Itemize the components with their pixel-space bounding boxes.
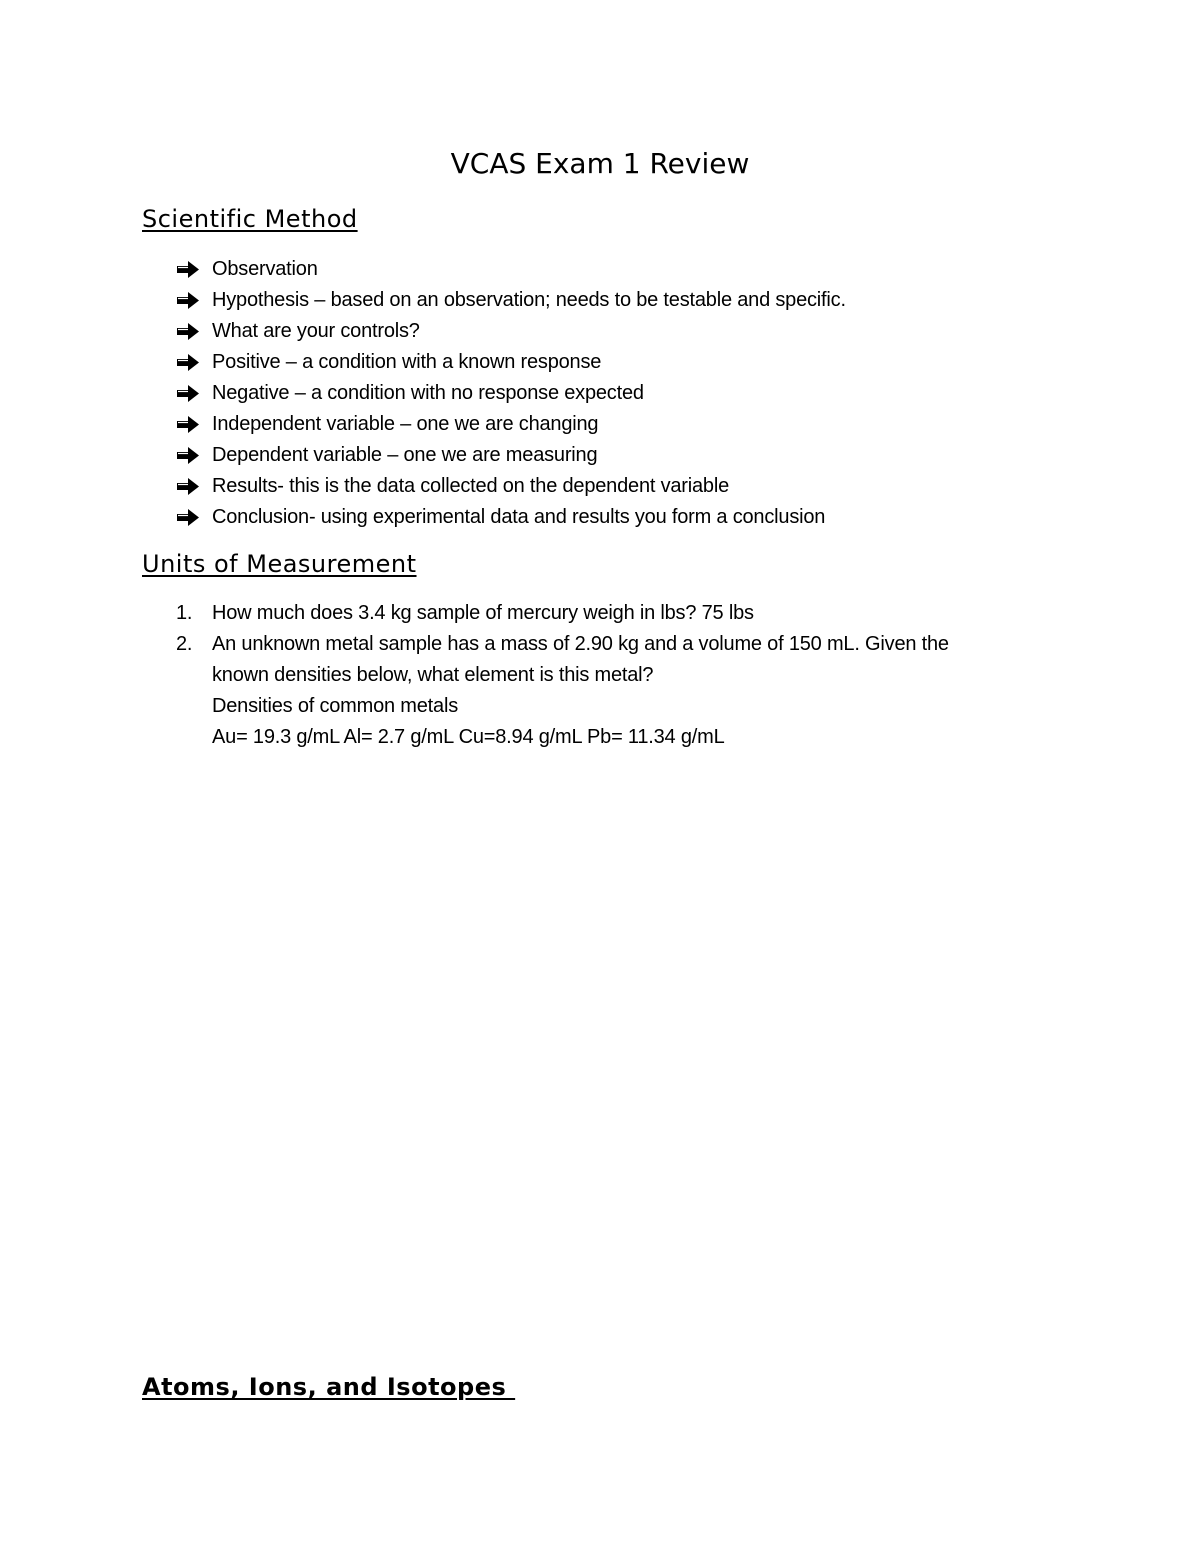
list-item-text: Independent variable – one we are changing bbox=[212, 413, 599, 435]
units-question-list bbox=[176, 598, 1056, 753]
question-number: 1. bbox=[176, 602, 193, 624]
list-item-text: Hypothesis – based on an observation; needs to be testable and specific. bbox=[212, 289, 846, 311]
question-text: How much does 3.4 kg sample of mercury weigh in lbs? 75 lbs bbox=[212, 602, 754, 624]
list-item-text: Observation bbox=[212, 258, 318, 280]
arrow-bullet-icon bbox=[176, 509, 200, 526]
list-item-text: Dependent variable – one we are measuring bbox=[212, 444, 598, 466]
densities-values: Au= 19.3 g/mL Al= 2.7 g/mL Cu=8.94 g/mL Pb= 11.34 g/mL bbox=[212, 726, 725, 748]
arrow-bullet-icon bbox=[176, 416, 200, 433]
section-heading-units-of-measurement: Units of Measurement bbox=[142, 550, 417, 578]
list-item-text: What are your controls? bbox=[212, 320, 420, 342]
arrow-bullet-icon bbox=[176, 447, 200, 464]
list-item-text: Positive – a condition with a known response bbox=[212, 351, 602, 373]
list-item-text: Negative – a condition with no response expected bbox=[212, 382, 644, 404]
document-title: VCAS Exam 1 Review bbox=[450, 147, 750, 180]
question-text-line-2: known densities below, what element is this metal? bbox=[212, 664, 654, 686]
list-item-text: Results- this is the data collected on the dependent variable bbox=[212, 475, 730, 497]
arrow-bullet-icon bbox=[176, 478, 200, 495]
list-item-text: Conclusion- using experimental data and results you form a conclusion bbox=[212, 506, 826, 528]
arrow-bullet-icon bbox=[176, 292, 200, 309]
densities-label: Densities of common metals bbox=[212, 695, 459, 717]
arrow-bullet-icon bbox=[176, 354, 200, 371]
question-item-2 bbox=[176, 629, 1056, 753]
section-heading-scientific-method: Scientific Method bbox=[142, 205, 358, 233]
arrow-bullet-icon bbox=[176, 261, 200, 278]
question-text-line-1: An unknown metal sample has a mass of 2.90 kg and a volume of 150 mL. Given the bbox=[212, 633, 949, 655]
arrow-bullet-icon bbox=[176, 323, 200, 340]
arrow-bullet-icon bbox=[176, 385, 200, 402]
question-number: 2. bbox=[176, 633, 193, 655]
section-heading-atoms-ions-isotopes: Atoms, Ions, and Isotopes bbox=[142, 1373, 516, 1401]
question-item-1 bbox=[176, 598, 1056, 629]
